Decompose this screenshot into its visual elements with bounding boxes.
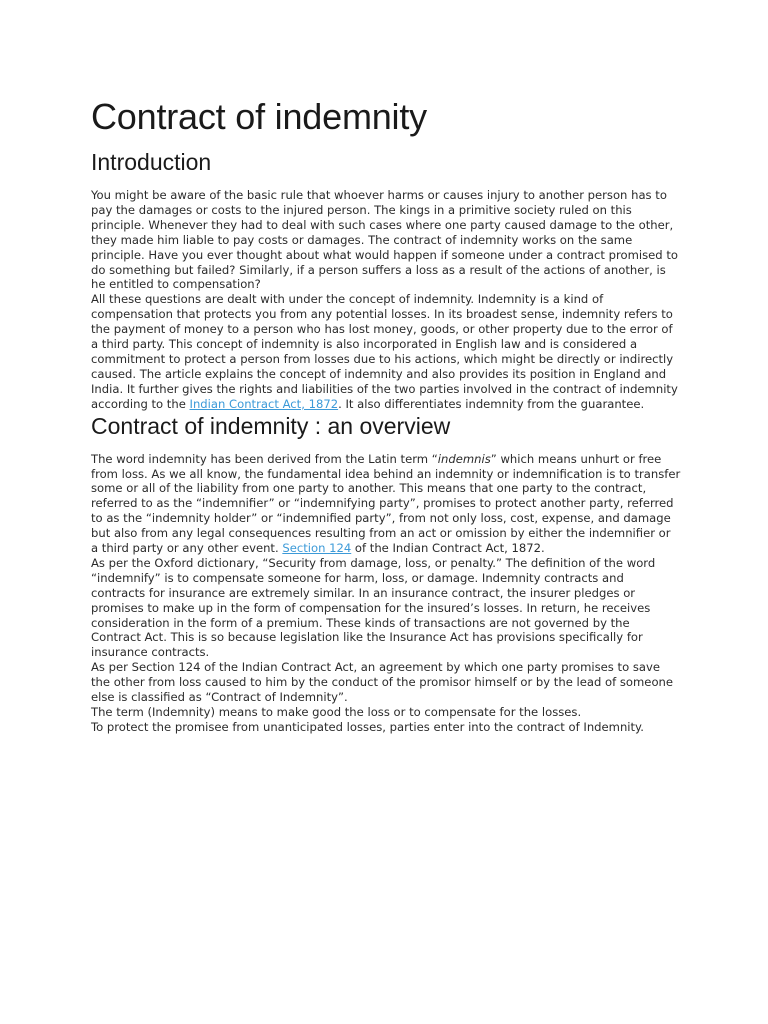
- introduction-paragraph-2: [91, 292, 681, 411]
- overview-paragraph-1-text-a: The word indemnity has been derived from the Latin term “: [91, 451, 438, 466]
- page-title: Contract of indemnity: [91, 96, 427, 137]
- section-heading-overview: Contract of indemnity : an overview: [91, 412, 451, 439]
- introduction-paragraph-2-text-before-link: All these questions are dealt with under the concept of indemnity. Indemnity is a kind of compensation that protects you from any potential losses. In its broadest sense, indemnity refers to the payment of money to a person who has lost money, goods, or other property due to the error of a third party. This concept of indemnity is also incorporated in English law and is considered a commitment to protect a person from losses due to his actions, which might be directly or indirectly caused. The article explains the concept of indemnity and also provides its position in England and India. It further gives the rights and liabilities of the two parties involved in the contract of indemnity according to the: [91, 292, 678, 411]
- introduction-paragraph-2-text-after-link: . It also differentiates indemnity from the guarantee.: [338, 396, 645, 411]
- indian-contract-act-link[interactable]: Indian Contract Act, 1872: [189, 396, 339, 411]
- overview-paragraph-3: As per Section 124 of the Indian Contract Act, an agreement by which one party promises to save the other from loss caused to him by the conduct of the promisor himself or by the lead of someone else is classified as “Contract of Indemnity”.: [91, 660, 674, 705]
- overview-paragraph-1: [91, 452, 681, 556]
- document-page: [91, 96, 681, 735]
- overview-paragraph-1-text-b: ” which means unhurt or free from loss. As we all know, the fundamental idea behind an indemnity or indemnification is to transfer some or all of the liability from one party to another. This means that one party to the contract, referred to as the “indemnifier” or “indemnifying party”, promises to protect another party, referred to as the “indemnity holder” or “indemnified party”, from not only loss, cost, expense, and damage but also from any legal consequences resulting from an act or omission by either the indemnifier or a third party or any other event.: [91, 451, 681, 556]
- latin-term-indemnis: indemnis: [437, 451, 491, 466]
- introduction-paragraph-1: You might be aware of the basic rule that whoever harms or causes injury to another person has to pay the damages or costs to the injured person. The kings in a primitive society ruled on this principle. Whenever they had to deal with such cases where one party caused damage to the other, they made him liable to pay costs or damages. The contract of indemnity works on the same principle. Have you ever thought about what would happen if someone under a contract promised to do something but failed? Similarly, if a person suffers a loss as a result of the actions of another, is he entitled to compensation?: [91, 188, 678, 292]
- overview-paragraph-2: As per the Oxford dictionary, “Security from damage, loss, or penalty.” The definition of the word “indemnify” is to compensate someone for harm, loss, or damage. Indemnity contracts and contracts for insurance are extremely similar. In an insurance contract, the insurer pledges or promises to make up in the form of compensation for the insured’s losses. In return, he receives consideration in the form of a premium. These kinds of transactions are not governed by the Contract Act. This is so because legislation like the Insurance Act has provisions specifically for insurance contracts.: [91, 555, 656, 660]
- overview-paragraph-4: The term (Indemnity) means to make good the loss or to compensate for the losses.: [91, 705, 582, 719]
- overview-paragraph-1-text-c: of the Indian Contract Act, 1872.: [351, 541, 545, 556]
- section-heading-introduction: Introduction: [91, 149, 212, 175]
- section-124-link[interactable]: Section 124: [282, 541, 352, 556]
- overview-paragraph-5: To protect the promisee from unanticipated losses, parties enter into the contract of Indemnity.: [91, 719, 644, 734]
